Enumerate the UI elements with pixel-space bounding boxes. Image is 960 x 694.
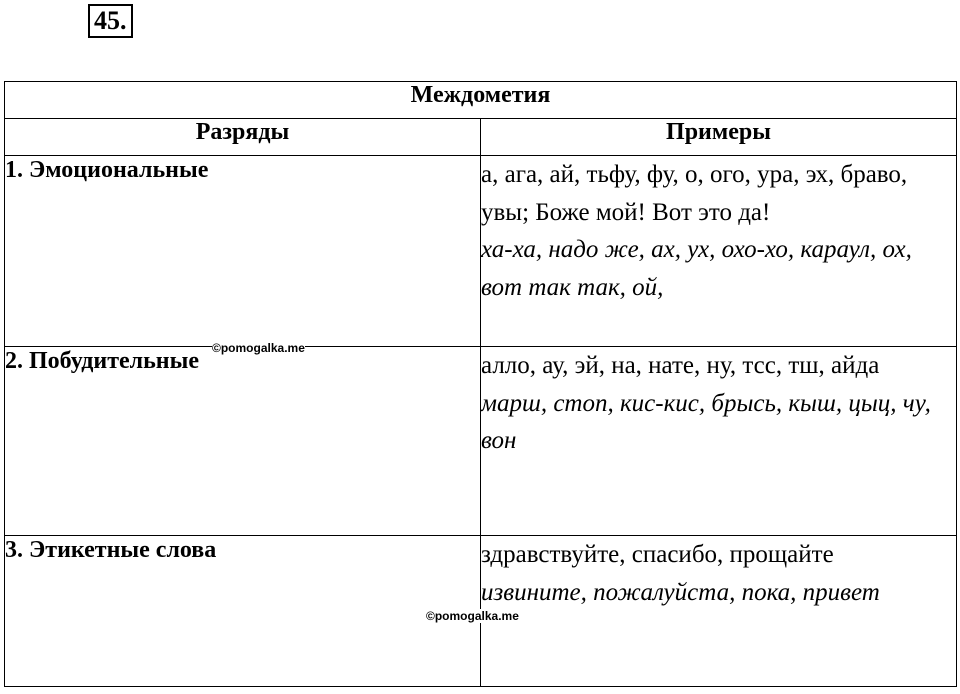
column-header-examples: Примеры: [481, 119, 957, 156]
category-cell: 1. Эмоциональные: [5, 156, 481, 347]
examples-italic: извините, пожалуйста, пока, привет: [481, 578, 880, 606]
examples-plain: алло, ау, эй, на, нате, ну, тсс, тш, айда: [481, 352, 880, 379]
watermark: ©pomogalka.me: [426, 609, 519, 623]
watermark: ©pomogalka.me: [212, 341, 305, 355]
category-cell: 2. Побудительные: [5, 347, 481, 536]
examples-cell: [481, 536, 957, 687]
table-title: Междометия: [5, 82, 957, 119]
examples-plain: здравствуйте, спасибо, прощайте: [481, 541, 834, 568]
examples-italic: марш, стоп, кис-кис, брысь, кыш, цыц, чу, вон: [481, 389, 931, 454]
examples-plain: а, ага, ай, тьфу, фу, о, ого, ура, эх, браво, увы; Боже мой! Вот это да!: [481, 161, 908, 226]
examples-italic: ха-ха, надо же, ах, ух, охо-хо, караул, ох, вот так так, ой,: [481, 236, 912, 301]
task-number: 45.: [88, 4, 133, 38]
column-header-categories: Разряды: [5, 119, 481, 156]
table-row: [5, 156, 957, 347]
interjections-table: [4, 81, 957, 687]
examples-cell: [481, 347, 957, 536]
table-row: [5, 347, 957, 536]
category-cell: 3. Этикетные слова: [5, 536, 481, 687]
examples-cell: [481, 156, 957, 347]
